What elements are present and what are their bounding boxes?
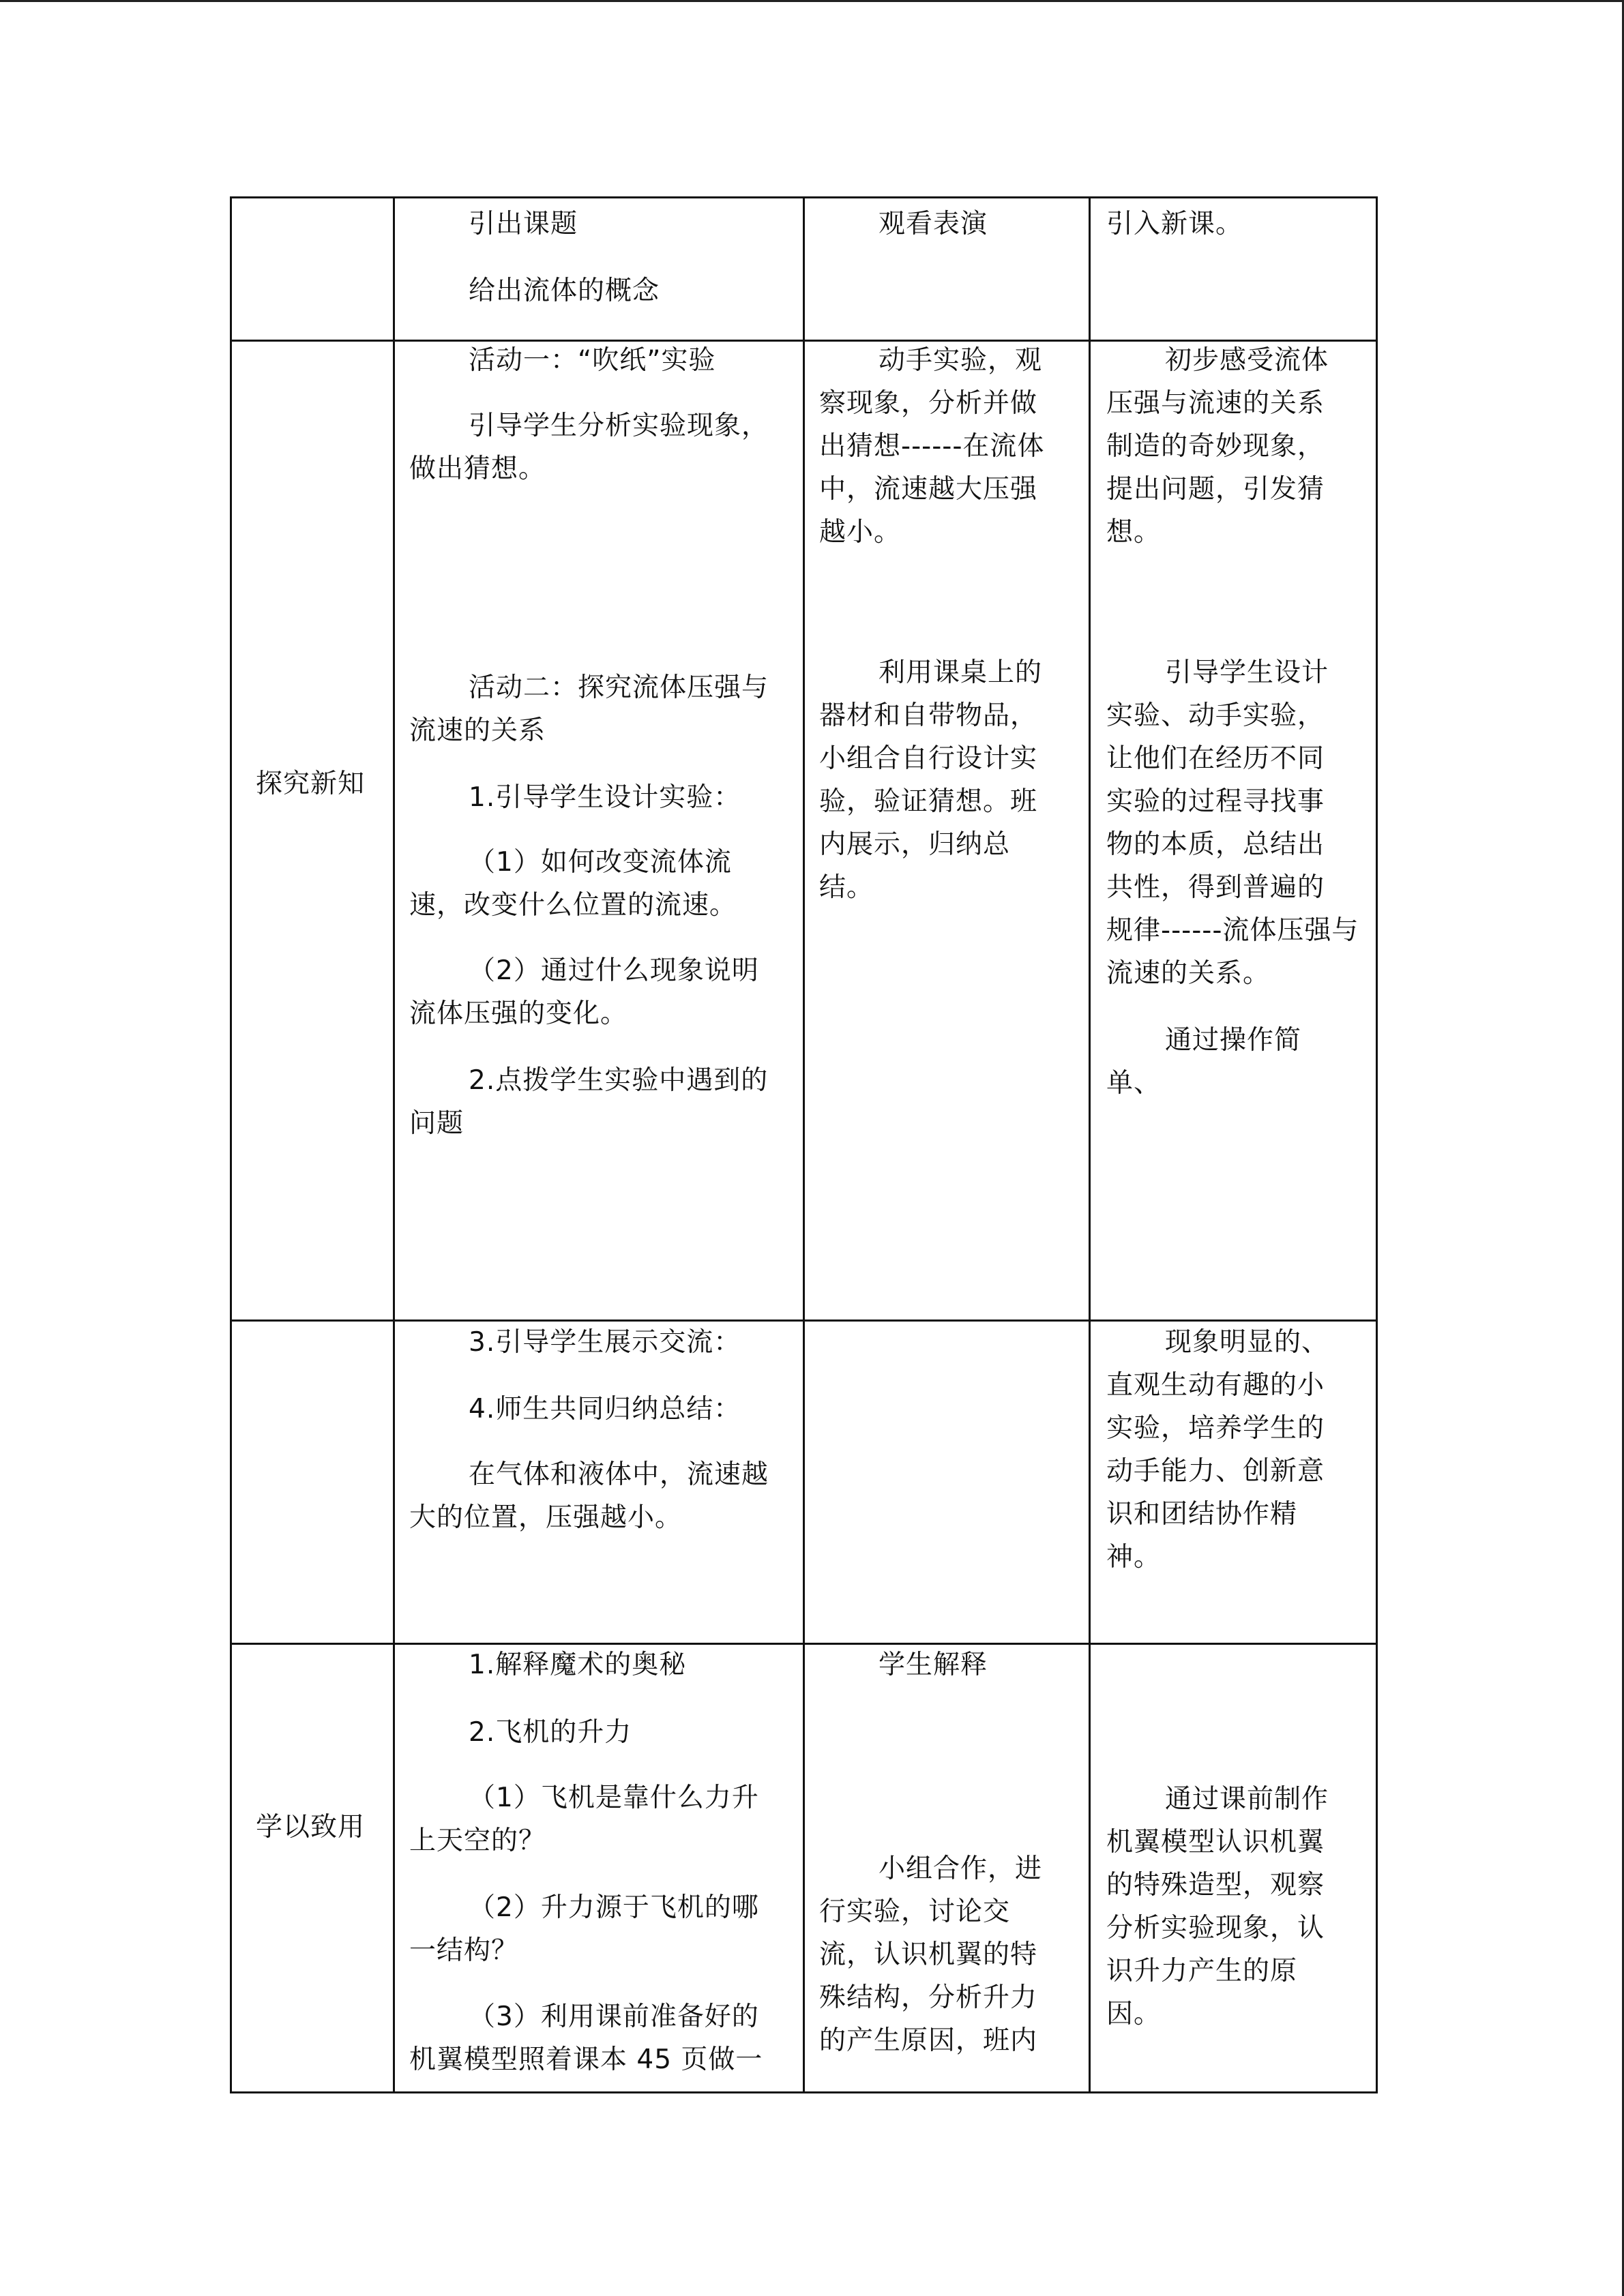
design-intent-line: 识和团结协作精	[1106, 1499, 1298, 1530]
design-intent-line: 引导学生设计	[1165, 657, 1329, 688]
design-intent-line: 动手能力、创新意	[1106, 1456, 1325, 1487]
design-intent-line: 机翼模型认识机翼	[1106, 1827, 1325, 1858]
teacher-activity-line: 1.解释魔术的奥秘	[469, 1650, 687, 1680]
student-activity-line: 中，流速越大压强	[819, 474, 1038, 505]
student-activity-line: 利用课桌上的	[879, 657, 1043, 688]
student-activity-line: 小组合自行设计实	[819, 743, 1038, 774]
design-intent-line: 实验的过程寻找事	[1106, 786, 1325, 817]
teacher-activity-line: 流速的关系	[409, 715, 546, 746]
design-intent-line: 识升力产生的原	[1106, 1956, 1298, 1986]
column-divider	[803, 198, 805, 2091]
teacher-activity-line: 大的位置，压强越小。	[409, 1502, 683, 1533]
design-intent-line: 引入新课。	[1106, 209, 1243, 239]
teacher-activity-line: 引出课题	[469, 209, 578, 239]
student-activity-line: 动手实验，观	[879, 345, 1043, 376]
teacher-activity-line: 做出猜想。	[409, 453, 546, 484]
teacher-activity-line: 在气体和液体中，流速越	[469, 1459, 769, 1490]
teacher-activity-line: 2.点拨学生实验中遇到的	[469, 1065, 769, 1096]
teacher-activity-line: （3）利用课前准备好的	[469, 2001, 759, 2032]
teacher-activity-line: （1）如何改变流体流	[469, 847, 732, 878]
design-intent-line: 因。	[1106, 1999, 1162, 2029]
design-intent-line: 初步感受流体	[1165, 345, 1329, 376]
design-intent-line: 实验，培养学生的	[1106, 1413, 1325, 1444]
stage-label: 探究新知	[256, 769, 366, 799]
teacher-activity-line: 3.引导学生展示交流：	[469, 1327, 741, 1358]
teacher-activity-line: （1）飞机是靠什么力升	[469, 1783, 759, 1813]
student-activity-line: 小组合作，进	[879, 1853, 1043, 1884]
design-intent-line: 规律------流体压强与	[1106, 915, 1359, 946]
teacher-activity-line: 流体压强的变化。	[409, 998, 628, 1029]
student-activity-line: 内展示，归纳总	[819, 829, 1011, 860]
design-intent-line: 单、	[1106, 1068, 1162, 1099]
teacher-activity-line: 问题	[409, 1108, 464, 1139]
design-intent-line: 神。	[1106, 1542, 1162, 1572]
teacher-activity-line: 给出流体的概念	[469, 275, 660, 306]
design-intent-line: 压强与流速的关系	[1106, 388, 1325, 419]
design-intent-line: 的特殊造型，观察	[1106, 1870, 1325, 1900]
design-intent-line: 让他们在经历不同	[1106, 743, 1325, 774]
design-intent-line: 物的本质，总结出	[1106, 829, 1325, 860]
design-intent-line: 现象明显的、	[1165, 1327, 1329, 1358]
student-activity-line: 殊结构，分析升力	[819, 1982, 1038, 2013]
lesson-plan-table	[230, 196, 1378, 2093]
teacher-activity-line: （2）通过什么现象说明	[469, 955, 759, 986]
design-intent-line: 流速的关系。	[1106, 958, 1271, 989]
student-activity-line: 观看表演	[879, 209, 988, 239]
student-activity-line: 出猜想------在流体	[819, 431, 1045, 462]
teacher-activity-line: 4.师生共同归纳总结：	[469, 1394, 741, 1425]
teacher-activity-line: 一结构？	[409, 1935, 519, 1966]
teacher-activity-line: 2.飞机的升力	[469, 1717, 632, 1748]
stage-label: 学以致用	[256, 1812, 366, 1843]
student-activity-line: 的产生原因，班内	[819, 2025, 1038, 2056]
student-activity-line: 结。	[819, 872, 874, 903]
teacher-activity-line: 速，改变什么位置的流速。	[409, 890, 737, 921]
student-activity-line: 察现象，分析并做	[819, 388, 1038, 419]
page-top-border	[0, 0, 1624, 2]
teacher-activity-line: （2）升力源于飞机的哪	[469, 1892, 759, 1923]
design-intent-line: 通过操作简	[1165, 1025, 1302, 1056]
teacher-activity-line: 引导学生分析实验现象，	[469, 411, 769, 441]
student-activity-line: 行实验，讨论交	[819, 1896, 1011, 1927]
design-intent-line: 分析实验现象，认	[1106, 1913, 1325, 1943]
design-intent-line: 实验、动手实验，	[1106, 700, 1325, 731]
teacher-activity-line: 机翼模型照着课本 45 页做一	[409, 2044, 763, 2075]
design-intent-line: 直观生动有趣的小	[1106, 1370, 1325, 1401]
design-intent-line: 制造的奇妙现象，	[1106, 431, 1325, 462]
design-intent-line: 共性，得到普遍的	[1106, 872, 1325, 903]
student-activity-line: 流，认识机翼的特	[819, 1939, 1038, 1970]
teacher-activity-line: 1.引导学生设计实验：	[469, 782, 741, 813]
row-divider	[232, 1643, 1376, 1645]
column-divider	[1089, 198, 1091, 2091]
design-intent-line: 提出问题，引发猜	[1106, 474, 1325, 505]
teacher-activity-line: 活动二：探究流体压强与	[469, 672, 769, 703]
teacher-activity-line: 活动一：“吹纸”实验	[469, 345, 716, 376]
student-activity-line: 越小。	[819, 517, 902, 548]
column-divider	[393, 198, 395, 2091]
student-activity-line: 学生解释	[879, 1650, 988, 1680]
design-intent-line: 想。	[1106, 517, 1162, 548]
teacher-activity-line: 上天空的？	[409, 1825, 546, 1856]
student-activity-line: 验，验证猜想。班	[819, 786, 1038, 817]
design-intent-line: 通过课前制作	[1165, 1784, 1329, 1815]
student-activity-line: 器材和自带物品，	[819, 700, 1038, 731]
